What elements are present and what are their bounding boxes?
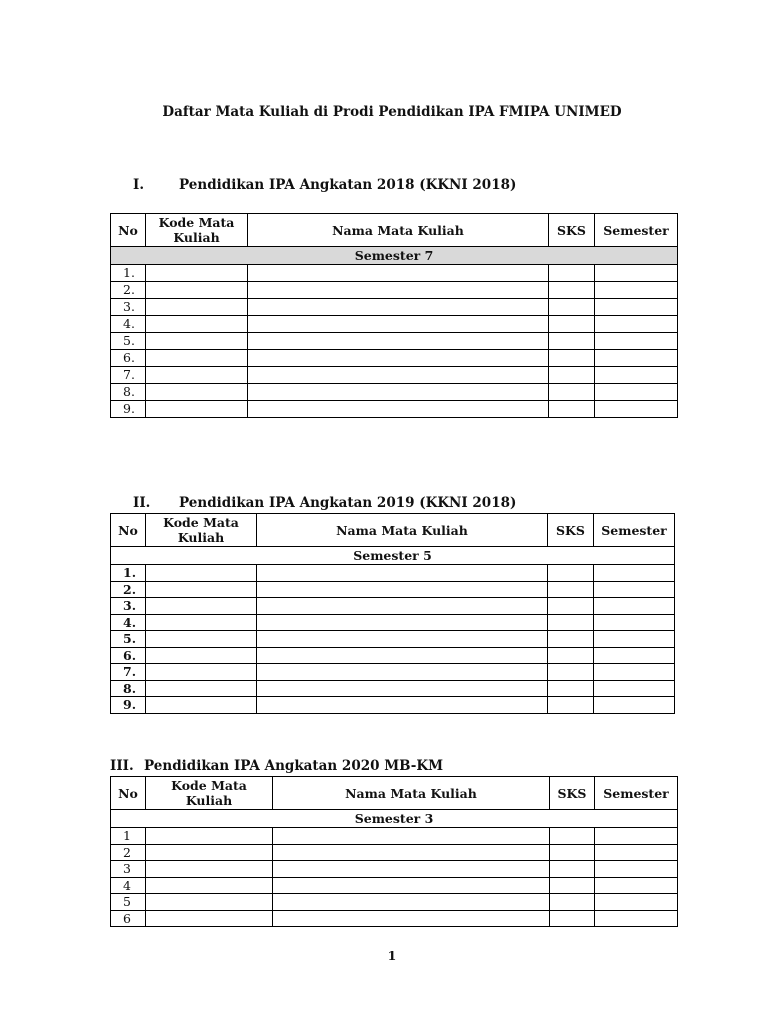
kode-cell[interactable]	[146, 367, 248, 384]
table-row	[111, 877, 678, 894]
header-kode-mata-kuliah: Kode Mata Kuliah	[146, 777, 273, 810]
header-sks: SKS	[549, 214, 595, 247]
row-number: 6	[111, 910, 146, 927]
kode-cell[interactable]	[146, 316, 248, 333]
row-number: 7.	[111, 664, 146, 681]
sks-cell[interactable]	[549, 384, 595, 401]
nama-cell[interactable]	[248, 350, 549, 367]
section-heading-3	[110, 758, 443, 774]
kode-cell[interactable]	[146, 861, 273, 878]
semester-cell[interactable]	[595, 384, 678, 401]
nama-cell[interactable]	[273, 877, 550, 894]
row-number: 4	[111, 877, 146, 894]
semester-cell[interactable]	[595, 844, 678, 861]
sks-cell[interactable]	[550, 894, 595, 911]
table-header-row	[111, 514, 675, 547]
semester-row	[111, 810, 678, 828]
sks-cell[interactable]	[549, 401, 595, 418]
sks-cell[interactable]	[549, 333, 595, 350]
header-nama-mata-kuliah: Nama Mata Kuliah	[248, 214, 549, 247]
section-title: Pendidikan IPA Angkatan 2020 MB-KM	[144, 758, 444, 774]
nama-cell[interactable]	[257, 697, 548, 714]
row-number: 5.	[111, 631, 146, 648]
kode-cell[interactable]	[146, 598, 257, 615]
semester-cell[interactable]	[595, 877, 678, 894]
header-semester: Semester	[595, 214, 678, 247]
nama-cell[interactable]	[248, 367, 549, 384]
sks-cell[interactable]	[548, 680, 594, 697]
semester-cell[interactable]	[594, 581, 675, 598]
semester-cell[interactable]	[594, 664, 675, 681]
table-header-row	[111, 777, 678, 810]
nama-cell[interactable]	[248, 333, 549, 350]
table-row	[111, 282, 678, 299]
semester-cell[interactable]	[595, 828, 678, 845]
nama-cell[interactable]	[257, 598, 548, 615]
header-semester: Semester	[595, 777, 678, 810]
sks-cell[interactable]	[550, 844, 595, 861]
sks-cell[interactable]	[550, 828, 595, 845]
sks-cell[interactable]	[549, 367, 595, 384]
header-no: No	[111, 514, 146, 547]
kode-cell[interactable]	[146, 581, 257, 598]
nama-cell[interactable]	[257, 647, 548, 664]
sks-cell[interactable]	[549, 350, 595, 367]
header-nama-mata-kuliah: Nama Mata Kuliah	[273, 777, 550, 810]
semester-cell[interactable]	[595, 350, 678, 367]
row-number: 1	[111, 828, 146, 845]
nama-cell[interactable]	[248, 299, 549, 316]
course-table-2	[110, 513, 675, 714]
semester-cell[interactable]	[595, 894, 678, 911]
semester-cell[interactable]	[594, 614, 675, 631]
sks-cell[interactable]	[550, 861, 595, 878]
nama-cell[interactable]	[257, 680, 548, 697]
kode-cell[interactable]	[146, 828, 273, 845]
table-header-row	[111, 214, 678, 247]
row-number: 3.	[111, 299, 146, 316]
sks-cell[interactable]	[548, 664, 594, 681]
row-number: 9.	[111, 697, 146, 714]
row-number: 2.	[111, 282, 146, 299]
nama-cell[interactable]	[248, 282, 549, 299]
sks-cell[interactable]	[550, 910, 595, 927]
row-number: 8.	[111, 680, 146, 697]
table-row	[111, 910, 678, 927]
kode-cell[interactable]	[146, 265, 248, 282]
kode-cell[interactable]	[146, 910, 273, 927]
table-row	[111, 894, 678, 911]
semester-cell[interactable]	[594, 598, 675, 615]
kode-cell[interactable]	[146, 565, 257, 582]
header-nama-mata-kuliah: Nama Mata Kuliah	[257, 514, 548, 547]
semester-cell[interactable]	[594, 697, 675, 714]
section-title: Pendidikan IPA Angkatan 2018 (KKNI 2018)	[179, 177, 517, 193]
table-row	[111, 350, 678, 367]
row-number: 1.	[111, 265, 146, 282]
sks-cell[interactable]	[548, 565, 594, 582]
semester-cell[interactable]	[595, 861, 678, 878]
kode-cell[interactable]	[146, 299, 248, 316]
sks-cell[interactable]	[549, 265, 595, 282]
document-title: Daftar Mata Kuliah di Prodi Pendidikan IPA FMIPA UNIMED	[162, 104, 622, 120]
table-row	[111, 697, 675, 714]
section-numeral: I.	[133, 177, 145, 193]
sks-cell[interactable]	[548, 598, 594, 615]
table-row	[111, 861, 678, 878]
row-number: 4.	[111, 316, 146, 333]
header-no: No	[111, 777, 146, 810]
row-number: 3	[111, 861, 146, 878]
semester-label: Semester 7	[111, 247, 678, 265]
course-table-3	[110, 776, 678, 927]
semester-row	[111, 547, 675, 565]
nama-cell[interactable]	[273, 910, 550, 927]
nama-cell[interactable]	[248, 265, 549, 282]
sks-cell[interactable]	[548, 697, 594, 714]
sks-cell[interactable]	[549, 316, 595, 333]
table-row	[111, 384, 678, 401]
nama-cell[interactable]	[257, 614, 548, 631]
section-heading-1	[133, 177, 516, 193]
section-heading-2	[133, 495, 516, 511]
table-row	[111, 565, 675, 582]
semester-cell[interactable]	[594, 565, 675, 582]
section-numeral: II.	[133, 495, 151, 511]
nama-cell[interactable]	[257, 581, 548, 598]
table-row	[111, 631, 675, 648]
kode-cell[interactable]	[146, 614, 257, 631]
sks-cell[interactable]	[548, 581, 594, 598]
row-number: 6.	[111, 647, 146, 664]
semester-cell[interactable]	[595, 401, 678, 418]
nama-cell[interactable]	[257, 565, 548, 582]
table-row	[111, 367, 678, 384]
kode-cell[interactable]	[146, 664, 257, 681]
table-row	[111, 664, 675, 681]
header-no: No	[111, 214, 146, 247]
row-number: 5	[111, 894, 146, 911]
header-sks: SKS	[548, 514, 594, 547]
header-kode-mata-kuliah: Kode Mata Kuliah	[146, 514, 257, 547]
row-number: 1.	[111, 565, 146, 582]
semester-row	[111, 247, 678, 265]
sks-cell[interactable]	[549, 282, 595, 299]
nama-cell[interactable]	[257, 664, 548, 681]
kode-cell[interactable]	[146, 282, 248, 299]
semester-cell[interactable]	[595, 910, 678, 927]
sks-cell[interactable]	[548, 614, 594, 631]
row-number: 5.	[111, 333, 146, 350]
sks-cell[interactable]	[548, 647, 594, 664]
kode-cell[interactable]	[146, 877, 273, 894]
table-row	[111, 598, 675, 615]
row-number: 9.	[111, 401, 146, 418]
table-row	[111, 614, 675, 631]
semester-cell[interactable]	[595, 367, 678, 384]
nama-cell[interactable]	[257, 631, 548, 648]
nama-cell[interactable]	[248, 401, 549, 418]
course-table-1	[110, 213, 678, 418]
row-number: 2.	[111, 581, 146, 598]
row-number: 2	[111, 844, 146, 861]
kode-cell[interactable]	[146, 384, 248, 401]
table-row	[111, 333, 678, 350]
semester-cell[interactable]	[594, 680, 675, 697]
kode-cell[interactable]	[146, 844, 273, 861]
semester-cell[interactable]	[595, 333, 678, 350]
header-semester: Semester	[594, 514, 675, 547]
table-row	[111, 265, 678, 282]
kode-cell[interactable]	[146, 401, 248, 418]
section-numeral: III.	[110, 758, 134, 774]
nama-cell[interactable]	[273, 844, 550, 861]
semester-cell[interactable]	[595, 316, 678, 333]
table-row	[111, 680, 675, 697]
table-row	[111, 401, 678, 418]
semester-label: Semester 3	[111, 810, 678, 828]
kode-cell[interactable]	[146, 333, 248, 350]
kode-cell[interactable]	[146, 631, 257, 648]
nama-cell[interactable]	[273, 894, 550, 911]
semester-cell[interactable]	[594, 647, 675, 664]
nama-cell[interactable]	[248, 384, 549, 401]
sks-cell[interactable]	[550, 877, 595, 894]
table-row	[111, 647, 675, 664]
nama-cell[interactable]	[273, 828, 550, 845]
nama-cell[interactable]	[248, 316, 549, 333]
row-number: 7.	[111, 367, 146, 384]
row-number: 4.	[111, 614, 146, 631]
section-title: Pendidikan IPA Angkatan 2019 (KKNI 2018)	[179, 495, 517, 511]
kode-cell[interactable]	[146, 680, 257, 697]
semester-cell[interactable]	[594, 631, 675, 648]
kode-cell[interactable]	[146, 697, 257, 714]
header-kode-mata-kuliah: Kode Mata Kuliah	[146, 214, 248, 247]
table-row	[111, 828, 678, 845]
semester-cell[interactable]	[595, 299, 678, 316]
semester-label: Semester 5	[111, 547, 675, 565]
kode-cell[interactable]	[146, 647, 257, 664]
table-row	[111, 299, 678, 316]
semester-cell[interactable]	[595, 282, 678, 299]
nama-cell[interactable]	[273, 861, 550, 878]
kode-cell[interactable]	[146, 350, 248, 367]
sks-cell[interactable]	[549, 299, 595, 316]
header-sks: SKS	[550, 777, 595, 810]
kode-cell[interactable]	[146, 894, 273, 911]
table-row	[111, 844, 678, 861]
table-row	[111, 581, 675, 598]
table-row	[111, 316, 678, 333]
semester-cell[interactable]	[595, 265, 678, 282]
page-number: 1	[387, 948, 397, 963]
row-number: 8.	[111, 384, 146, 401]
sks-cell[interactable]	[548, 631, 594, 648]
row-number: 3.	[111, 598, 146, 615]
row-number: 6.	[111, 350, 146, 367]
